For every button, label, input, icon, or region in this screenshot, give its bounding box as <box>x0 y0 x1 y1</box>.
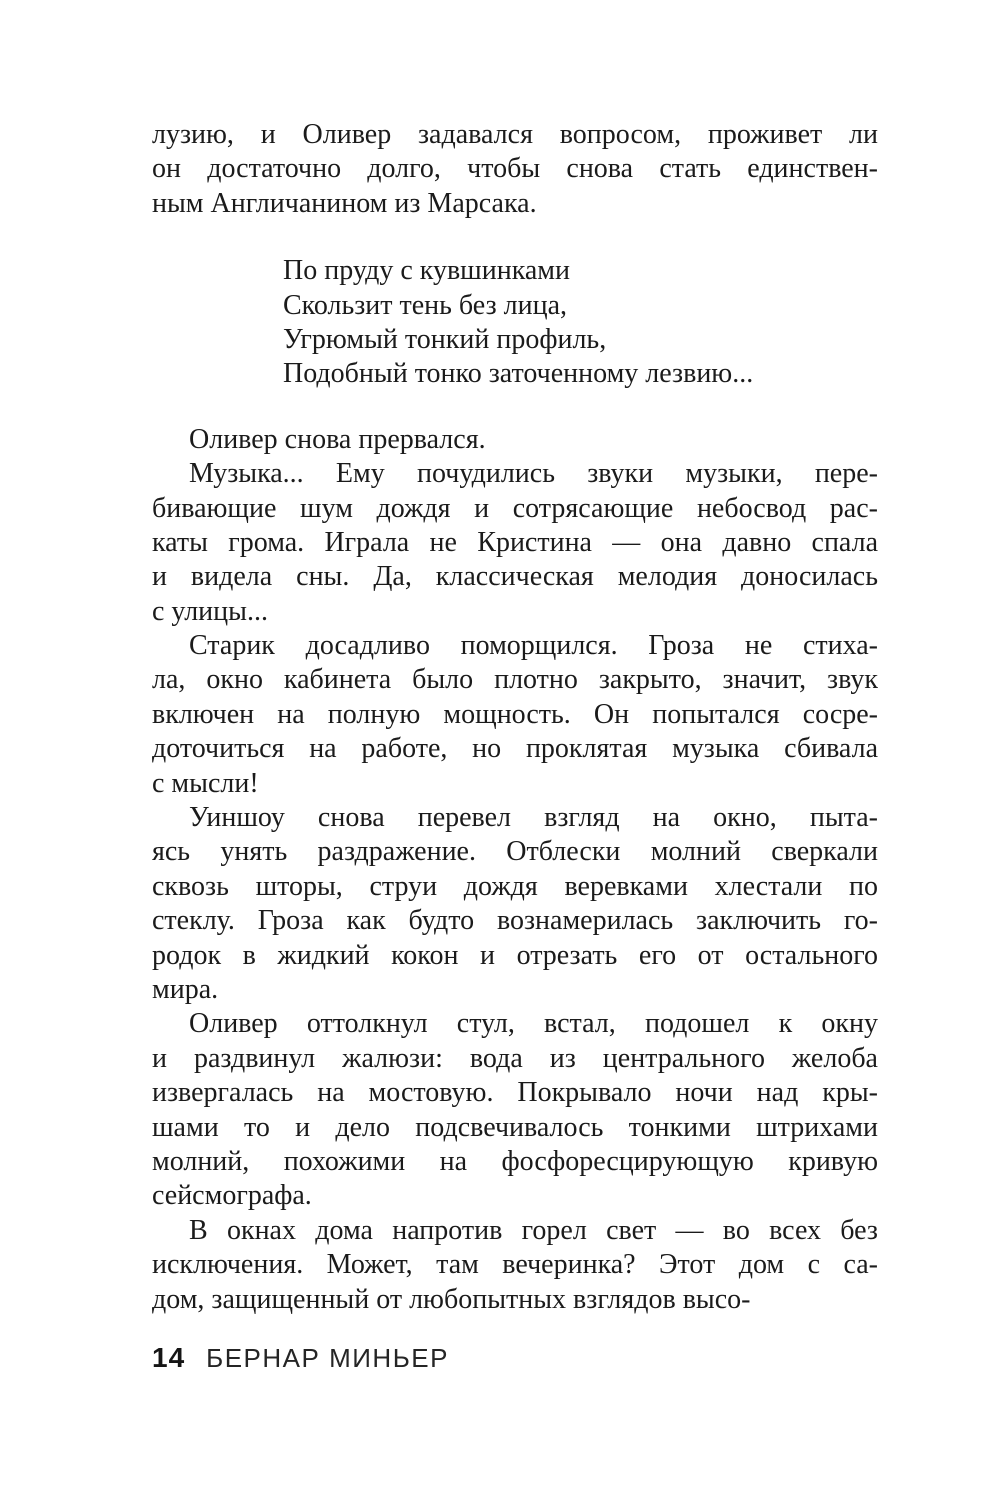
text-line: Оливер снова прервался. <box>189 423 486 455</box>
text-line: ным Англичанином из Марсака. <box>152 187 537 219</box>
text-line: бивающие шум дождя и сотрясающие небосвод рас- <box>152 492 878 524</box>
paragraph <box>152 118 878 221</box>
paragraph <box>152 423 878 457</box>
text-line: Уиншоу снова перевел взгляд на окно, пыта- <box>189 802 878 834</box>
paragraph <box>152 1007 878 1213</box>
text-line: сквозь шторы, струи дождя веревками хлестали по <box>152 870 878 902</box>
verse-block <box>283 254 878 392</box>
paragraph <box>152 801 878 1007</box>
text-line: ясь унять раздражение. Отблески молний сверкали <box>152 836 878 868</box>
text-line: и видела сны. Да, классическая мелодия доносилась <box>152 561 878 593</box>
text-line: извергалась на мостовую. Покрывало ночи над кры- <box>152 1077 878 1109</box>
text-line: ла, окно кабинета было плотно закрыто, значит, звук <box>152 664 878 696</box>
paragraph <box>152 457 878 629</box>
text-line: и раздвинул жалюзи: вода из центрального желоба <box>152 1042 878 1074</box>
text-line: родок в жидкий кокон и отрезать его от остального <box>152 939 878 971</box>
text-line: мира. <box>152 973 219 1005</box>
verse-line: Подобный тонко заточенному лезвию... <box>283 358 754 390</box>
running-title-author: БЕРНАР МИНЬЕР <box>206 1343 449 1373</box>
text-line: с мысли! <box>152 767 259 799</box>
page-number: 14 <box>152 1342 186 1373</box>
text-line: исключения. Может, там вечеринка? Этот дом с са- <box>152 1249 878 1281</box>
text-line: он достаточно долго, чтобы снова стать единствен- <box>152 153 878 185</box>
text-line: с улицы... <box>152 595 268 627</box>
text-line: молний, похожими на фосфоресцирующую кривую <box>152 1145 878 1177</box>
page-footer <box>152 1342 449 1374</box>
text-line: включен на полную мощность. Он попытался сосре- <box>152 698 878 730</box>
text-line: Старик досадливо поморщился. Гроза не стиха- <box>189 630 878 662</box>
text-line: доточиться на работе, но проклятая музыка сбивала <box>152 733 878 765</box>
text-line: каты грома. Играла не Кристина — она давно спала <box>152 526 878 558</box>
verse-line: Скользит тень без лица, <box>283 289 568 321</box>
text-line: В окнах дома напротив горел свет — во всех без <box>189 1214 878 1246</box>
paragraph <box>152 1214 878 1317</box>
page-text-block <box>152 118 878 1317</box>
text-line: сейсмографа. <box>152 1180 312 1212</box>
verse-line: Угрюмый тонкий профиль, <box>283 323 607 355</box>
paragraph <box>152 629 878 801</box>
text-line: лузию, и Оливер задавался вопросом, проживет ли <box>152 119 878 150</box>
text-line: Оливер оттолкнул стул, встал, подошел к окну <box>189 1008 878 1040</box>
text-line: дом, защищенный от любопытных взглядов высо- <box>152 1283 751 1315</box>
text-line: стеклу. Гроза как будто вознамерилась заключить го- <box>152 905 878 937</box>
text-line: шами то и дело подсвечивалось тонкими штрихами <box>152 1111 878 1143</box>
verse-line: По пруду с кувшинками <box>283 255 571 287</box>
text-line: Музыка... Ему почудились звуки музыки, пере- <box>189 458 878 490</box>
